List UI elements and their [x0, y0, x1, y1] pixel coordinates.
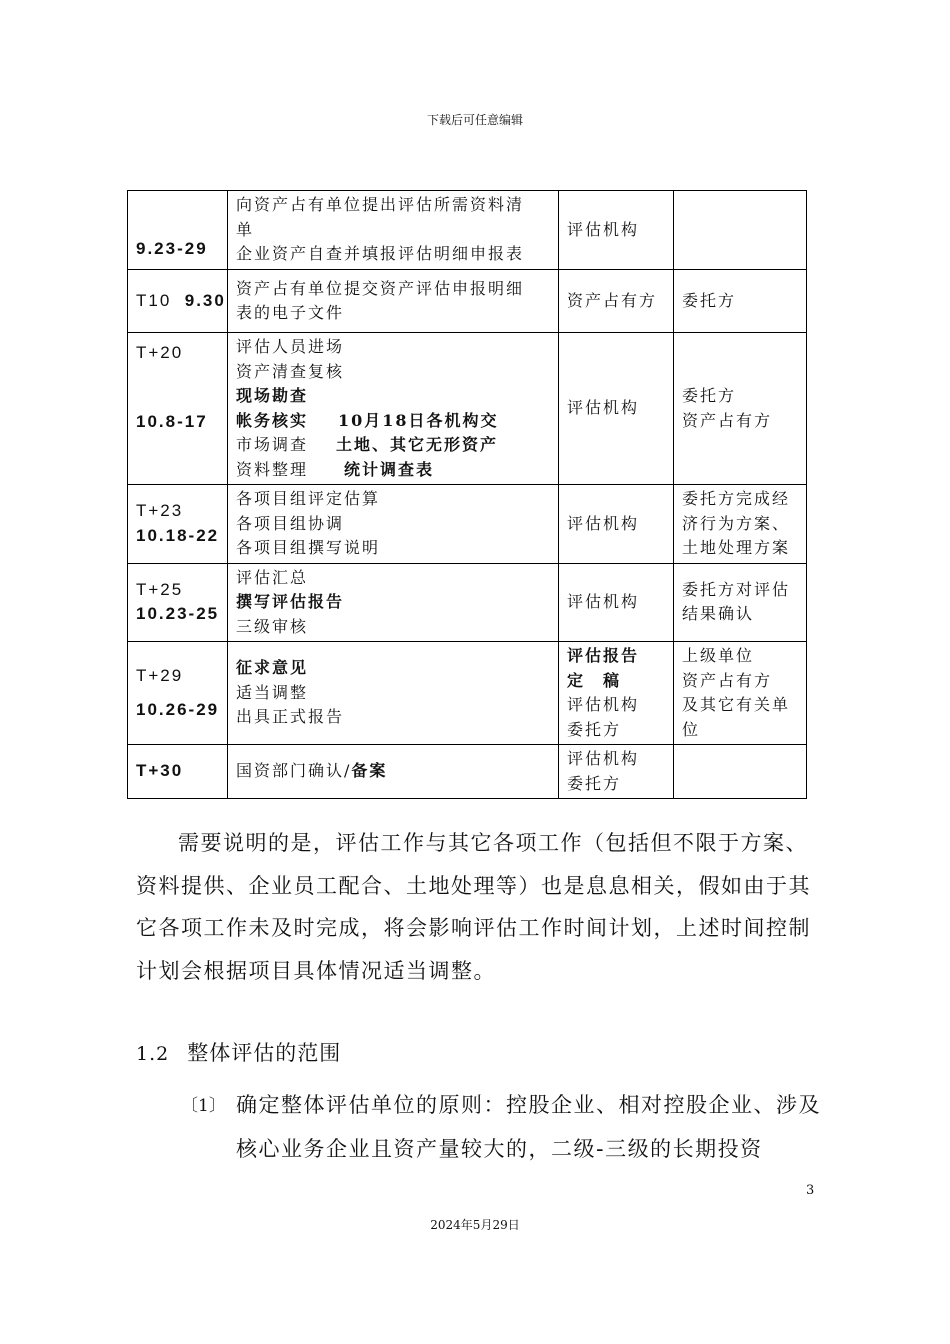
page-number: 3 [806, 1183, 815, 1198]
cooperate-cell: 上级单位 资产占有方 及其它有关单 位 [674, 642, 807, 745]
responsible-cell: 评估机构 [559, 191, 674, 270]
task-cell: 评估人员进场 资产清查复核 现场勘查 帐务核实 10月18日各机构交 市场调查 土地、其它无形资产 资料整理 统计调查表 [228, 333, 559, 485]
section-number: 1.2 [136, 1043, 170, 1065]
task-cell: 国资部门确认/备案 [228, 745, 559, 799]
time-cell: 9.23-29 [128, 191, 228, 270]
list-item-number: 〔1〕 [181, 1096, 226, 1116]
table-row [128, 333, 807, 485]
time-cell: T10 9.30 [128, 270, 228, 333]
table-row [128, 485, 807, 564]
task-cell: 征求意见 适当调整 出具正式报告 [228, 642, 559, 745]
table-row [128, 642, 807, 745]
time-cell: T+29 10.26-29 [128, 642, 228, 745]
responsible-cell: 评估报告 定 稿 评估机构 委托方 [559, 642, 674, 745]
time-cell: T+25 10.23-25 [128, 563, 228, 642]
time-cell: T+30 [128, 745, 228, 799]
list-item-text: 确定整体评估单位的原则：控股企业、相对控股企业、涉及核心业务企业且资产量较大的，二级-三级的长期投资 [236, 1093, 821, 1161]
explanation-paragraph: 需要说明的是，评估工作与其它各项工作（包括但不限于方案、资料提供、企业员工配合、土地处理等）也是息息相关，假如由于其它各项工作未及时完成，将会影响评估工作时间计划，上述时间控制计划会根据项目具体情况适当调整。 [136, 831, 811, 983]
cooperate-cell: 委托方 资产占有方 [674, 333, 807, 485]
cooperate-cell: 委托方 [674, 270, 807, 333]
table-row [128, 745, 807, 799]
responsible-cell: 评估机构 [559, 485, 674, 564]
cooperate-cell: 委托方完成经 济行为方案、 土地处理方案 [674, 485, 807, 564]
table-row [128, 191, 807, 270]
section-title: 整体评估的范围 [187, 1041, 342, 1065]
schedule-table [127, 190, 807, 799]
task-cell: 各项目组评定估算 各项目组协调 各项目组撰写说明 [228, 485, 559, 564]
responsible-cell: 评估机构 [559, 333, 674, 485]
responsible-cell: 评估机构 [559, 563, 674, 642]
cooperate-cell [674, 745, 807, 799]
task-cell: 资产占有单位提交资产评估申报明细 表的电子文件 [228, 270, 559, 333]
page-header: 下载后可任意编辑 [426, 113, 523, 127]
time-cell: T+23 10.18-22 [128, 485, 228, 564]
task-cell: 向资产占有单位提出评估所需资料清 单 企业资产自查并填报评估明细申报表 [228, 191, 559, 270]
time-cell: T+20 10.8-17 [128, 333, 228, 485]
table-row [128, 563, 807, 642]
cooperate-cell: 委托方对评估 结果确认 [674, 563, 807, 642]
responsible-cell: 资产占有方 [559, 270, 674, 333]
page-footer: 2024年5月29日 [430, 1218, 520, 1232]
section-heading [136, 1037, 341, 1067]
table-row [128, 270, 807, 333]
cooperate-cell [674, 191, 807, 270]
task-cell: 评估汇总 撰写评估报告 三级审核 [228, 563, 559, 642]
responsible-cell: 评估机构 委托方 [559, 745, 674, 799]
